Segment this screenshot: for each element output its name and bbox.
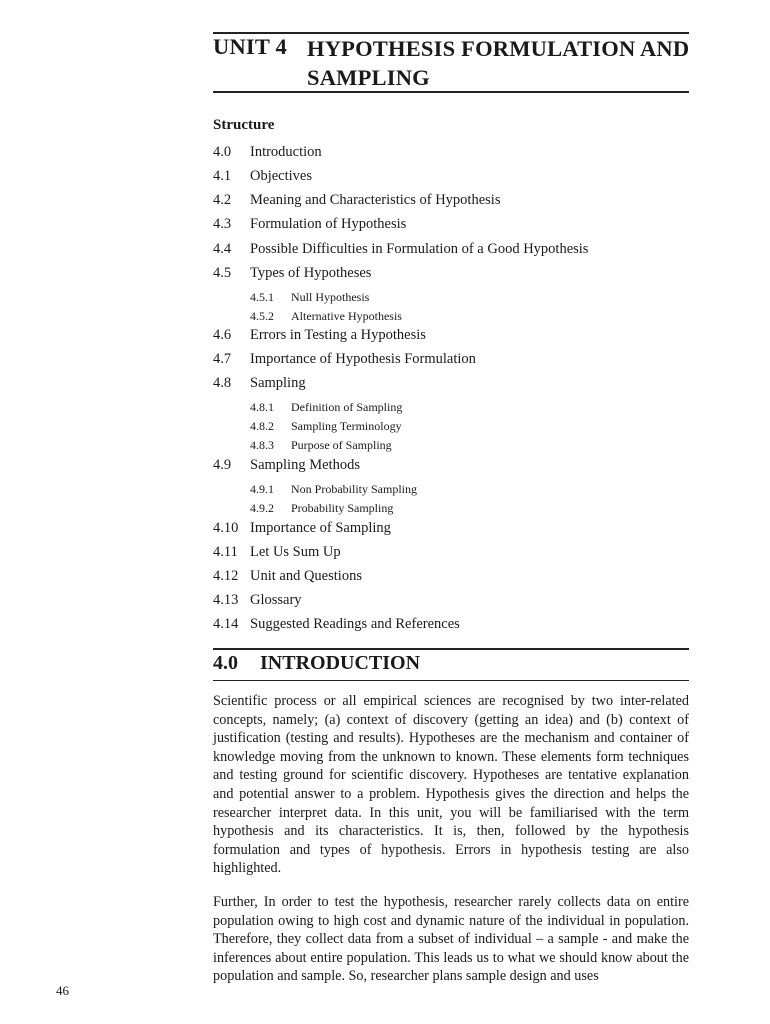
toc-item-label: Suggested Readings and References [250,616,460,632]
toc-item-number: 4.9.2 [250,501,274,515]
toc-item-label: Introduction [250,144,322,160]
toc-item-number: 4.5.1 [250,290,274,304]
intro-paragraph-1: Scientific process or all empirical sciences are recognised by two inter-related concepts, namely; (a) context of discovery (getting an idea) and (b) context of justification (testing and results). Hypotheses are the mechanism and container of knowledge moving from the unknown to known. These elements form techniques and testing ground for scientific discovery. Hypotheses are tentative explanation and potential answer to a problem. Hypothesis gives the direction and helps the researcher interpret data. In this unit, you will be familiarised with the term hypothesis and its characteristics. It is, then, followed by the hypothesis formulation and types of hypothesis. Errors in hypothesis testing are also highlighted. [213,693,689,877]
toc-item-number: 4.6 [213,327,232,343]
toc-item-label: Possible Difficulties in Formulation of a Good Hypothesis [250,241,589,257]
toc-item-number: 4.2 [213,192,232,208]
toc-item-number: 4.8.2 [250,419,274,433]
toc-item-label: Sampling Methods [250,457,360,473]
toc-item-label: Meaning and Characteristics of Hypothesis [250,192,501,208]
toc-item-number: 4.4 [213,241,232,257]
page-number: 46 [56,983,69,998]
toc-item-number: 4.9.1 [250,482,274,496]
toc-item-number: 4.12 [213,568,239,584]
toc-item-label: Alternative Hypothesis [291,309,402,323]
toc-item-number: 4.5 [213,265,232,281]
intro-bottom-rule [213,680,689,681]
toc-item-number: 4.10 [213,520,239,536]
toc-item-number: 4.8.3 [250,438,274,452]
toc-item-label: Probability Sampling [291,501,394,515]
title-bottom-rule [213,91,689,93]
unit-title: HYPOTHESIS FORMULATION AND SAMPLING [307,36,690,90]
toc-item-label: Non Probability Sampling [291,482,417,496]
toc-item-label: Objectives [250,168,313,184]
section-title: INTRODUCTION [260,652,421,674]
toc-item-number: 4.8.1 [250,400,274,414]
toc-item-label: Purpose of Sampling [291,438,392,452]
toc-item-label: Glossary [250,592,302,608]
toc-item-number: 4.0 [213,144,232,160]
structure-heading: Structure [213,117,275,133]
unit-number: UNIT 4 [213,34,287,59]
toc-item-number: 4.3 [213,216,232,232]
toc-item-label: Sampling Terminology [291,419,402,433]
section-number: 4.0 [213,652,238,674]
toc-item-label: Types of Hypotheses [250,265,372,281]
toc-item-number: 4.1 [213,168,232,184]
toc-item-label: Let Us Sum Up [250,544,341,560]
toc-item-number: 4.9 [213,457,232,473]
toc-item-number: 4.8 [213,375,232,391]
toc-item-label: Errors in Testing a Hypothesis [250,327,426,343]
toc-item-number: 4.11 [213,544,238,560]
toc-item-label: Null Hypothesis [291,290,370,304]
toc-item-number: 4.7 [213,351,232,367]
toc-item-number: 4.14 [213,616,239,632]
toc-item-label: Definition of Sampling [291,400,403,414]
toc-item-label: Importance of Sampling [250,520,391,536]
toc-item-number: 4.13 [213,592,239,608]
toc-item-number: 4.5.2 [250,309,274,323]
intro-paragraph-2: Further, In order to test the hypothesis, researcher rarely collects data on entire population owing to high cost and dynamic nature of the individual in population. Therefore, they collect data from a subset of individual – a sample - and make the inferences about entire population. This leads us to what we should know about the population and sample. So, researcher plans sample design and uses [213,894,689,985]
toc-item-label: Unit and Questions [250,568,362,584]
intro-top-rule [213,648,689,650]
toc-item-label: Formulation of Hypothesis [250,216,407,232]
toc-item-label: Sampling [250,375,306,391]
toc-item-label: Importance of Hypothesis Formulation [250,351,476,367]
